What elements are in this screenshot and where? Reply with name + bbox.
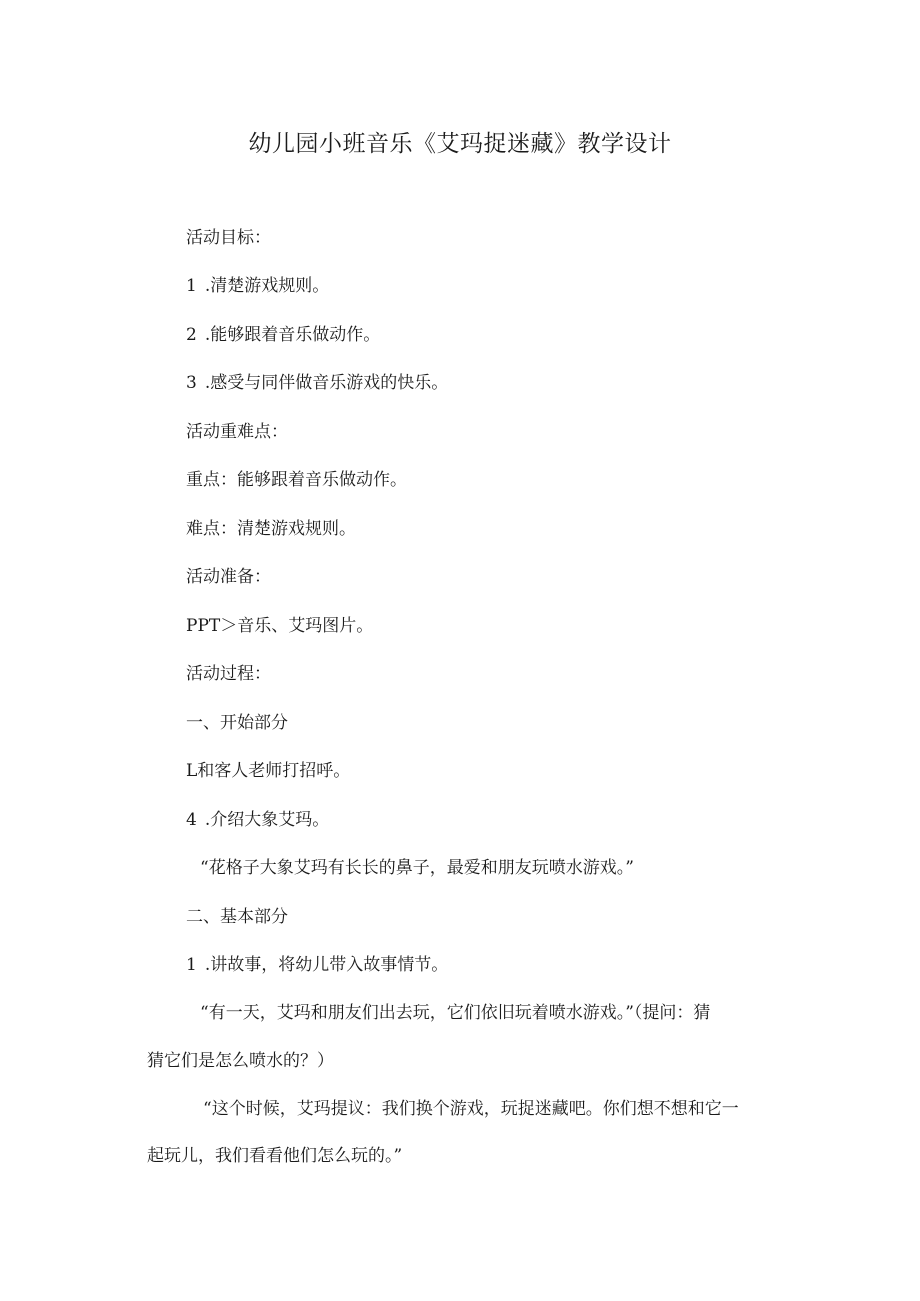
goal-2-number: 2 [186, 325, 197, 345]
goal-3-text: .感受与同伴做音乐游戏的快乐。 [204, 373, 449, 393]
prep-items: PPT＞音乐、艾玛图片。 [186, 616, 374, 636]
step-b1-text: .讲故事，将幼儿带入故事情节。 [204, 955, 449, 975]
quote-2-line-2: 猜它们是怎么喷水的？） [147, 1051, 334, 1071]
step-4-number: 4 [186, 810, 197, 830]
part-2-heading: 二、基本部分 [186, 907, 288, 927]
quote-2-line-1: “有一天，艾玛和朋友们出去玩，它们依旧玩着喷水游戏。”（提问：猜 [200, 1003, 711, 1023]
goals-heading: 活动目标： [186, 228, 271, 248]
step-b1-number: 1 [186, 955, 197, 975]
goal-2-text: .能够跟着音乐做动作。 [204, 325, 381, 345]
step-b1 [186, 951, 448, 979]
goal-item-2 [186, 321, 380, 349]
quote-3-line-1: “这个时候，艾玛提议：我们换个游戏，玩捉迷藏吧。你们想不想和它一 [203, 1099, 739, 1119]
key-heading: 活动重难点： [186, 422, 288, 442]
goal-1-text: .清楚游戏规则。 [204, 276, 330, 296]
page-title: 幼儿园小班音乐《艾玛捉迷藏》教学设计 [248, 131, 672, 157]
step-4-text: .介绍大象艾玛。 [204, 810, 330, 830]
goal-item-3 [186, 369, 448, 397]
key-point: 重点：能够跟着音乐做动作。 [186, 470, 407, 490]
process-heading: 活动过程： [186, 664, 271, 684]
prep-heading: 活动准备： [186, 567, 271, 587]
difficult-point: 难点：清楚游戏规则。 [186, 519, 356, 539]
goal-3-number: 3 [186, 373, 197, 393]
goal-1-number: 1 [186, 276, 197, 296]
quote-1: “花格子大象艾玛有长长的鼻子，最爱和朋友玩喷水游戏。” [200, 858, 634, 878]
step-greeting: L和客人老师打招呼。 [186, 761, 351, 781]
step-4 [186, 806, 329, 834]
quote-3-line-2: 起玩儿，我们看看他们怎么玩的。” [147, 1146, 403, 1166]
goal-item-1 [186, 272, 329, 300]
part-1-heading: 一、开始部分 [186, 713, 288, 733]
